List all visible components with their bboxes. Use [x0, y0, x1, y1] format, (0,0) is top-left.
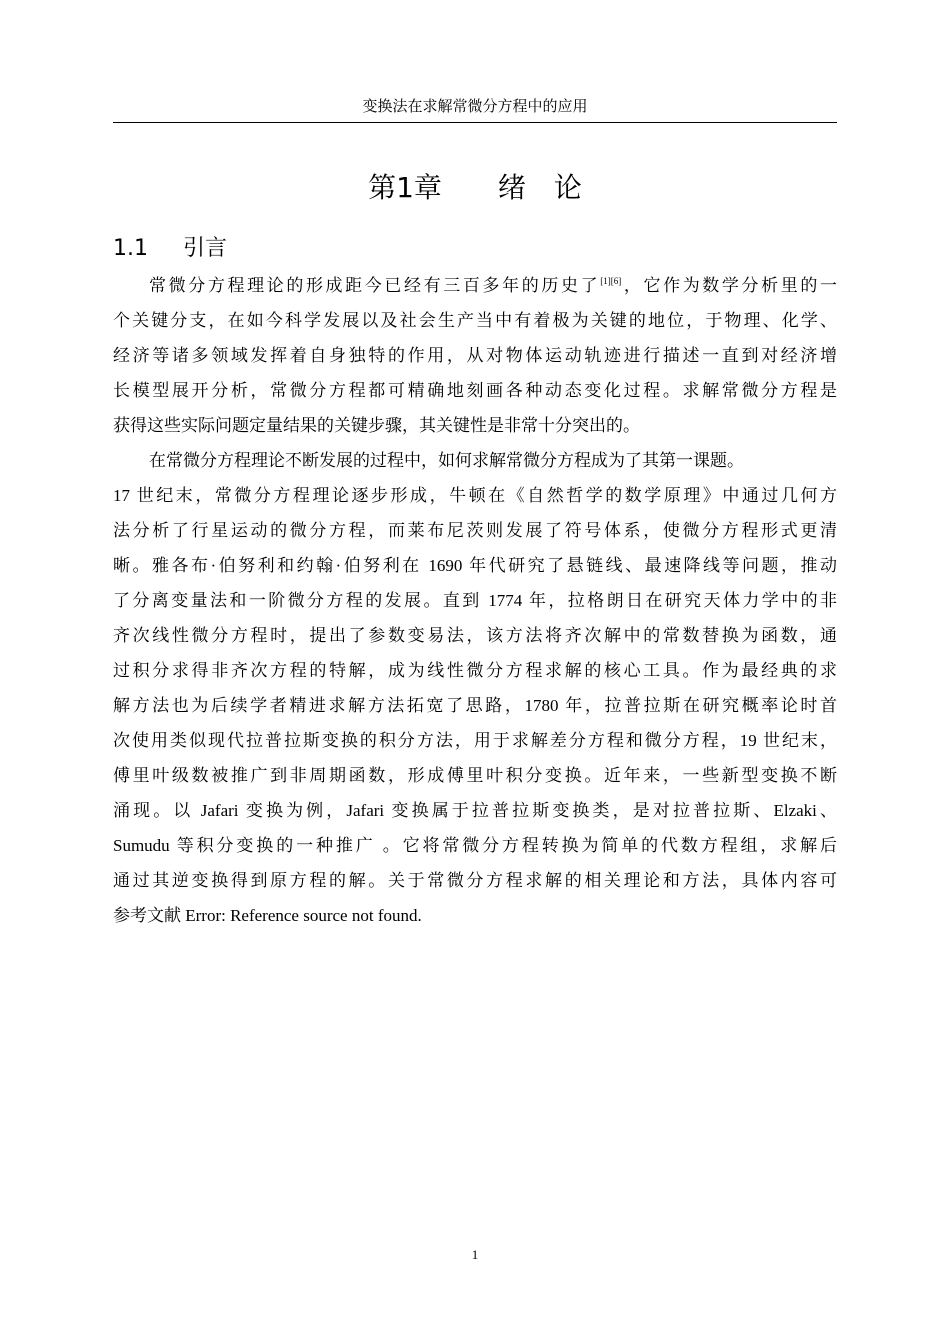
paragraph-2-line: 齐次线性微分方程时，提出了参数变易法，该方法将齐次解中的常数替换为函数，通 [113, 626, 837, 645]
paragraph-2-line: 次使用类似现代拉普拉斯变换的积分方法，用于求解差分方程和微分方程，19 世纪末， [113, 731, 837, 750]
paragraph-2-line: 晰。雅各布·伯努利和约翰·伯努利在 1690 年代研究了悬链线、最速降线等问题，推动 [113, 556, 837, 575]
section-title: 引言 [183, 236, 228, 261]
paragraph-1-line: 长模型展开分析，常微分方程都可精确地刻画各种动态变化过程。求解常微分方程是 [113, 381, 837, 400]
header-rule [113, 122, 837, 123]
paragraph-1-line: 个关键分支，在如今科学发展以及社会生产当中有着极为关键的地位，于物理、化学、 [113, 311, 837, 330]
paragraph-2-line: 解方法也为后续学者精进求解方法拓宽了思路，1780 年，拉普拉斯在研究概率论时首 [113, 696, 837, 715]
chapter-number: 第1章 [368, 171, 442, 204]
paragraph-2-line: 17 世纪末，常微分方程理论逐步形成，牛顿在《自然哲学的数学原理》中通过几何方 [113, 486, 837, 505]
running-header: 变换法在求解常微分方程中的应用 [362, 99, 588, 115]
section-heading [113, 232, 227, 266]
paragraph-1-line: 经济等诸多领域发挥着自身独特的作用，从对物体运动轨迹进行描述一直到对经济增 [113, 346, 837, 365]
section-number: 1.1 [113, 236, 148, 261]
body-text [113, 268, 837, 933]
citation-superscript: [1][6] [600, 276, 622, 286]
paragraph-2-line: Sumudu 等积分变换的一种推广 。它将常微分方程转换为简单的代数方程组，求解后 [113, 836, 837, 855]
paragraph-2-line: 法分析了行星运动的微分方程，而莱布尼茨则发展了符号体系，使微分方程形式更清 [113, 521, 837, 540]
chapter-title: 绪 论 [497, 171, 582, 204]
paragraph-2-line: 傅里叶级数被推广到非周期函数，形成傅里叶积分变换。近年来，一些新型变换不断 [113, 766, 837, 785]
paragraph-2-line: 在常微分方程理论不断发展的过程中，如何求解常微分方程成为了其第一课题。 [149, 451, 744, 470]
chapter-heading [113, 168, 837, 208]
paragraph-2-line: 了分离变量法和一阶微分方程的发展。直到 1774 年，拉格朗日在研究天体力学中的非 [113, 591, 837, 610]
paragraph-2-line: 参考文献 Error: Reference source not found. [113, 906, 422, 925]
paragraph-1-line [113, 268, 837, 303]
paragraph-1-line: 获得这些实际问题定量结果的关键步骤，其关键性是非常十分突出的。 [113, 416, 640, 435]
paragraph-2-line: 通过其逆变换得到原方程的解。关于常微分方程求解的相关理论和方法，具体内容可 [113, 871, 837, 890]
page-number: 1 [471, 1247, 479, 1262]
paragraph-2-line: 涌现。以 Jafari 变换为例，Jafari 变换属于拉普拉斯变换类，是对拉普拉斯、Elzaki、 [113, 801, 837, 820]
paragraph-2-line: 过积分求得非齐次方程的特解，成为线性微分方程求解的核心工具。作为最经典的求 [113, 661, 837, 680]
paragraph-1-text: ，它作为数学分析里的一 [621, 276, 838, 295]
paragraph-1-text: 常微分方程理论的形成距今已经有三百多年的历史了 [149, 276, 601, 295]
